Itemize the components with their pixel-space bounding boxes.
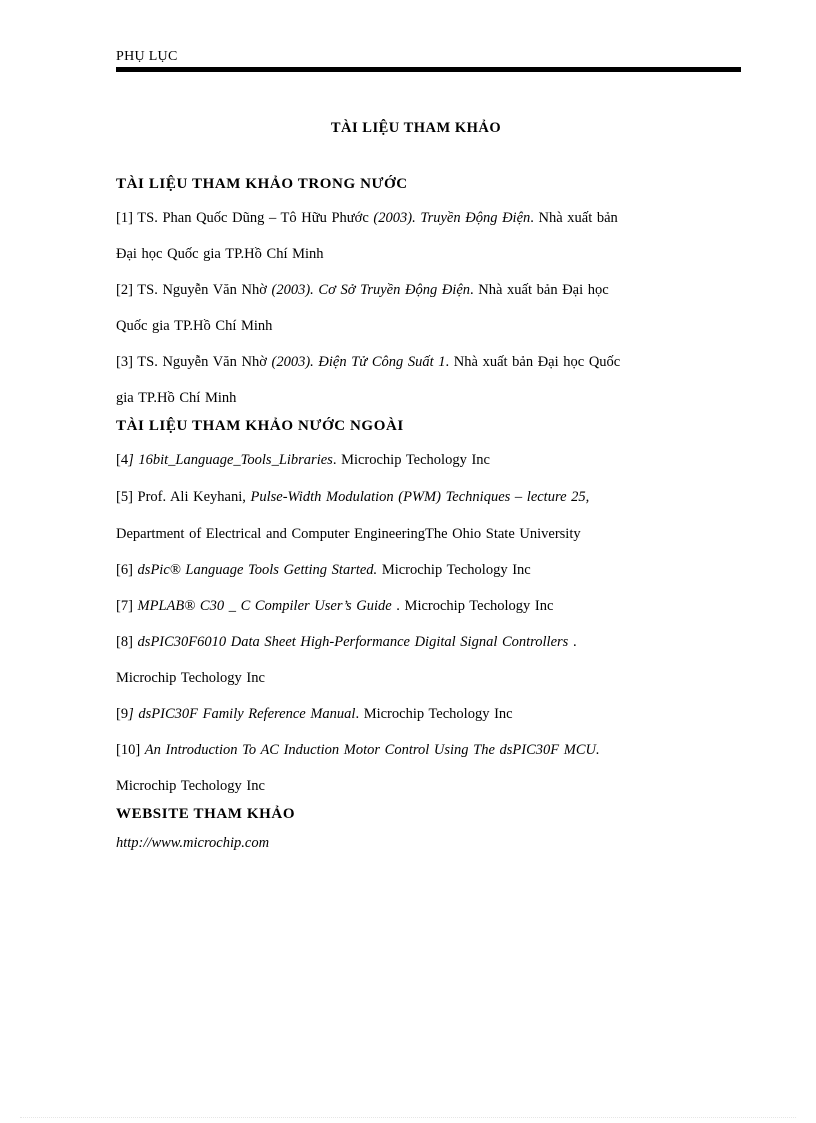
header-rule	[116, 67, 741, 72]
reference-1: [1] TS. Phan Quốc Dũng – Tô Hữu Phước (2003). Truyền Động Điện. Nhà xuất bản	[116, 210, 618, 226]
page-bottom-divider	[20, 1117, 796, 1118]
reference-3-continued: gia TP.Hồ Chí Minh	[116, 390, 237, 406]
section-heading-domestic: TÀI LIỆU THAM KHẢO TRONG NƯỚC	[116, 176, 408, 192]
reference-10: [10] An Introduction To AC Induction Motor Control Using The dsPIC30F MCU.	[116, 742, 600, 758]
reference-1-continued: Đại học Quốc gia TP.Hồ Chí Minh	[116, 246, 324, 262]
reference-2-continued: Quốc gia TP.Hồ Chí Minh	[116, 318, 273, 334]
reference-3: [3] TS. Nguyễn Văn Nhờ (2003). Điện Tử Công Suất 1. Nhà xuất bản Đại học Quốc	[116, 354, 621, 370]
reference-9: [9] dsPIC30F Family Reference Manual. Microchip Techology Inc	[116, 706, 513, 722]
website-url[interactable]: http://www.microchip.com	[116, 835, 270, 851]
reference-10-continued: Microchip Techology Inc	[116, 778, 265, 794]
page-title: TÀI LIỆU THAM KHẢO	[330, 120, 502, 136]
reference-5: [5] Prof. Ali Keyhani, Pulse-Width Modulation (PWM) Techniques – lecture 25,	[116, 489, 590, 505]
header-label: PHỤ LỤC	[116, 49, 178, 64]
reference-8: [8] dsPIC30F6010 Data Sheet High-Performance Digital Signal Controllers .	[116, 634, 577, 650]
reference-6: [6] dsPic® Language Tools Getting Started. Microchip Techology Inc	[116, 562, 531, 578]
section-heading-foreign: TÀI LIỆU THAM KHẢO NƯỚC NGOÀI	[116, 418, 404, 434]
reference-8-continued: Microchip Techology Inc	[116, 670, 265, 686]
reference-4: [4] 16bit_Language_Tools_Libraries. Microchip Techology Inc	[116, 452, 490, 468]
reference-5-continued: Department of Electrical and Computer EngineeringThe Ohio State University	[116, 526, 581, 542]
section-heading-website: WEBSITE THAM KHẢO	[116, 806, 296, 822]
reference-7: [7] MPLAB® C30 _ C Compiler User’s Guide . Microchip Techology Inc	[116, 598, 554, 614]
reference-2: [2] TS. Nguyễn Văn Nhờ (2003). Cơ Sở Truyền Động Điện. Nhà xuất bản Đại học	[116, 282, 609, 298]
